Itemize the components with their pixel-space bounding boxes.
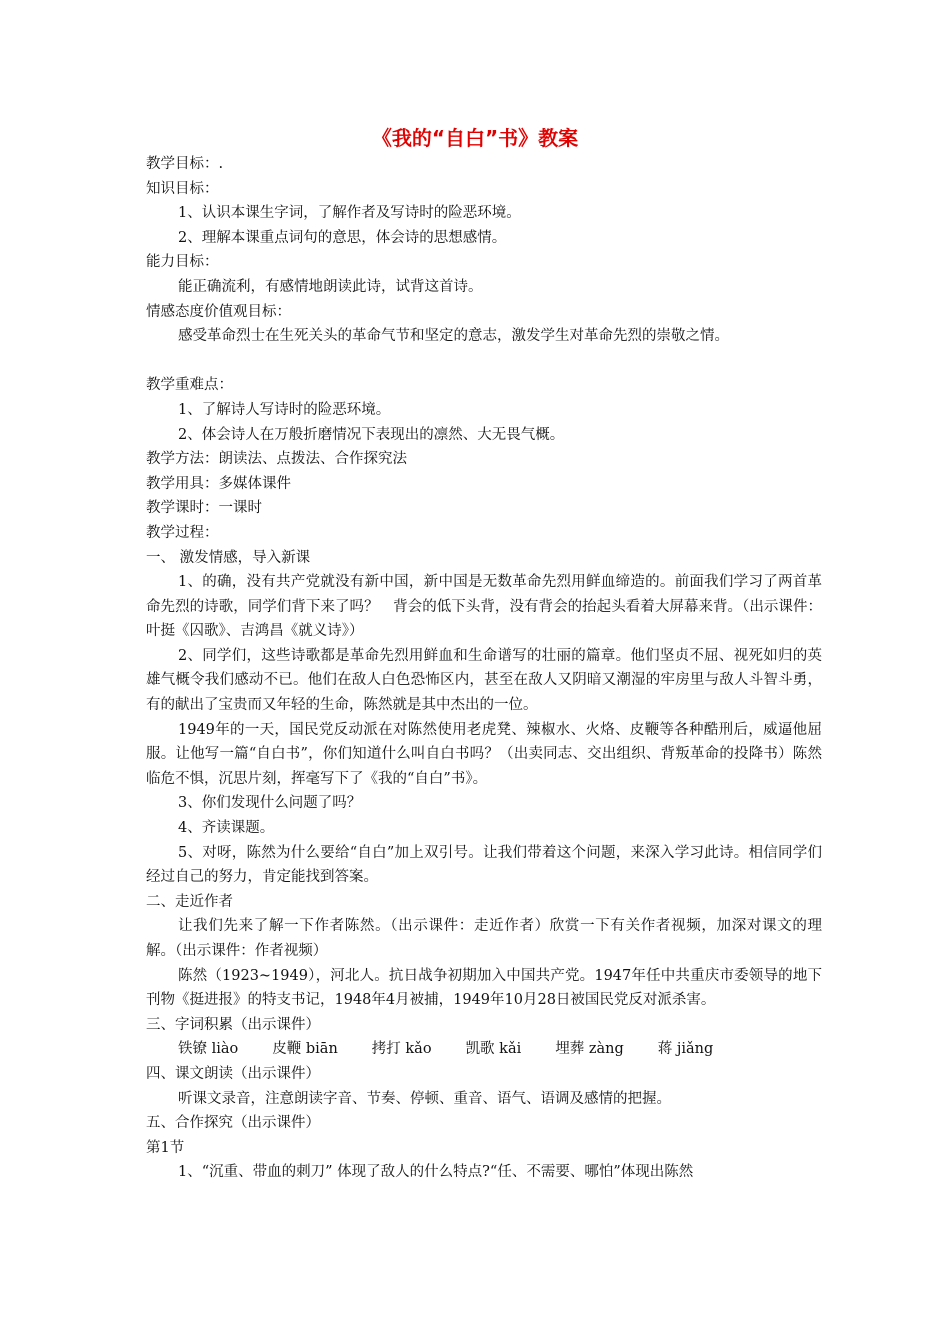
- section-heading: 四、课文朗读（出示课件）: [146, 1065, 320, 1082]
- paragraph: 让我们先来了解一下作者陈然。（出示课件：走近作者）欣赏一下有关作者视频，加深对课文的理解。（出示课件：作者视频）: [146, 918, 822, 959]
- paragraph: 4、齐读课题。: [178, 820, 275, 837]
- knowledge-item: 2、理解本课重点词句的意思，体会诗的思想感情。: [178, 229, 507, 246]
- teaching-methods: 教学方法：朗读法、点拨法、合作探究法: [146, 451, 407, 468]
- vocab-word: 凯歌 kǎi: [465, 1041, 522, 1058]
- paragraph: 1、“沉重、带血的刺刀” 体现了敌人的什么特点?“任、不需要、哪怕”体现出陈然: [178, 1164, 694, 1181]
- section-heading: 五、合作探究（出示课件）: [146, 1115, 320, 1132]
- section-heading: 二、走近作者: [146, 893, 233, 910]
- vocab-word: 蒋 jiǎng: [657, 1041, 714, 1058]
- difficulties-heading: 教学重难点：: [146, 377, 233, 394]
- paragraph: 1949年的一天，国民党反动派在对陈然使用老虎凳、辣椒水、火烙、皮鞭等各种酷刑后，威逼他屈服。让他写一篇“自白书”，你们知道什么叫自白书吗？（出卖同志、交出组织、背叛革命的投降书）陈然临危不惧，沉思片刻，挥毫写下了《我的“自白”书》。: [146, 721, 822, 787]
- spacer: [146, 349, 822, 374]
- vocab-word: 皮鞭 biān: [272, 1041, 338, 1058]
- vocab-word: 铁镣 liào: [178, 1041, 239, 1058]
- teaching-hours: 教学课时：一课时: [146, 500, 262, 517]
- difficulty-item: 1、了解诗人写诗时的险恶环境。: [178, 401, 391, 418]
- knowledge-heading: 知识目标：: [146, 180, 219, 197]
- section-heading: 一、 激发情感，导入新课: [146, 549, 311, 566]
- paragraph: 3、你们发现什么问题了吗？: [178, 795, 362, 812]
- ability-item: 能正确流利，有感情地朗读此诗，试背这首诗。: [178, 278, 483, 295]
- document-body: [146, 152, 822, 1185]
- vocab-word: 埋葬 zàng: [555, 1041, 624, 1058]
- paragraph: 1、的确，没有共产党就没有新中国，新中国是无数革命先烈用鲜血缔造的。前面我们学习了两首革命先烈的诗歌，同学们背下来了吗？ 背会的低下头背，没有背会的抬起头看着大屏幕来背。（出示课件：叶挺《囚歌》、吉鸿昌《就义诗》）: [146, 574, 822, 640]
- paragraph: 5、对呀，陈然为什么要给“自白”加上双引号。让我们带着这个问题，来深入学习此诗。相信同学们经过自己的努力，肯定能找到答案。: [146, 844, 822, 886]
- knowledge-item: 1、认识本课生字词，了解作者及写诗时的险恶环境。: [178, 205, 521, 222]
- subsection-heading: 第1节: [146, 1139, 185, 1156]
- difficulty-item: 2、体会诗人在万般折磨情况下表现出的凛然、大无畏气概。: [178, 426, 565, 443]
- teaching-tools: 教学用具：多媒体课件: [146, 475, 291, 492]
- emotion-item: 感受革命烈士在生死关头的革命气节和坚定的意志，激发学生对革命先烈的崇敬之情。: [178, 328, 729, 345]
- emotion-heading: 情感态度价值观目标：: [146, 303, 291, 320]
- paragraph: 2、同学们，这些诗歌都是革命先烈用鲜血和生命谱写的壮丽的篇章。他们坚贞不屈、视死如归的英雄气概令我们感动不已。他们在敌人白色恐怖区内，甚至在敌人又阴暗又潮湿的牢房里与敌人斗智斗勇，有的献出了宝贵而又年轻的生命，陈然就是其中杰出的一位。: [146, 647, 822, 714]
- vocab-word: 拷打 kǎo: [371, 1041, 432, 1058]
- paragraph: 听课文录音，注意朗读字音、节奏、停顿、重音、语气、语调及感情的把握。: [178, 1090, 671, 1107]
- section-heading: 三、字词积累（出示课件）: [146, 1016, 320, 1033]
- vocabulary-list: [146, 1037, 822, 1062]
- paragraph: 陈然（1923~1949），河北人。抗日战争初期加入中国共产党。1947年任中共重庆市委领导的地下刊物《挺进报》的特支书记，1948年4月被捕，1949年10月28日被国民党反对派杀害。: [146, 967, 822, 1009]
- objectives-heading: 教学目标：.: [146, 156, 224, 172]
- process-heading: 教学过程：: [146, 524, 219, 541]
- ability-heading: 能力目标：: [146, 254, 219, 271]
- page-title: 《我的“自白”书》教案: [371, 126, 579, 150]
